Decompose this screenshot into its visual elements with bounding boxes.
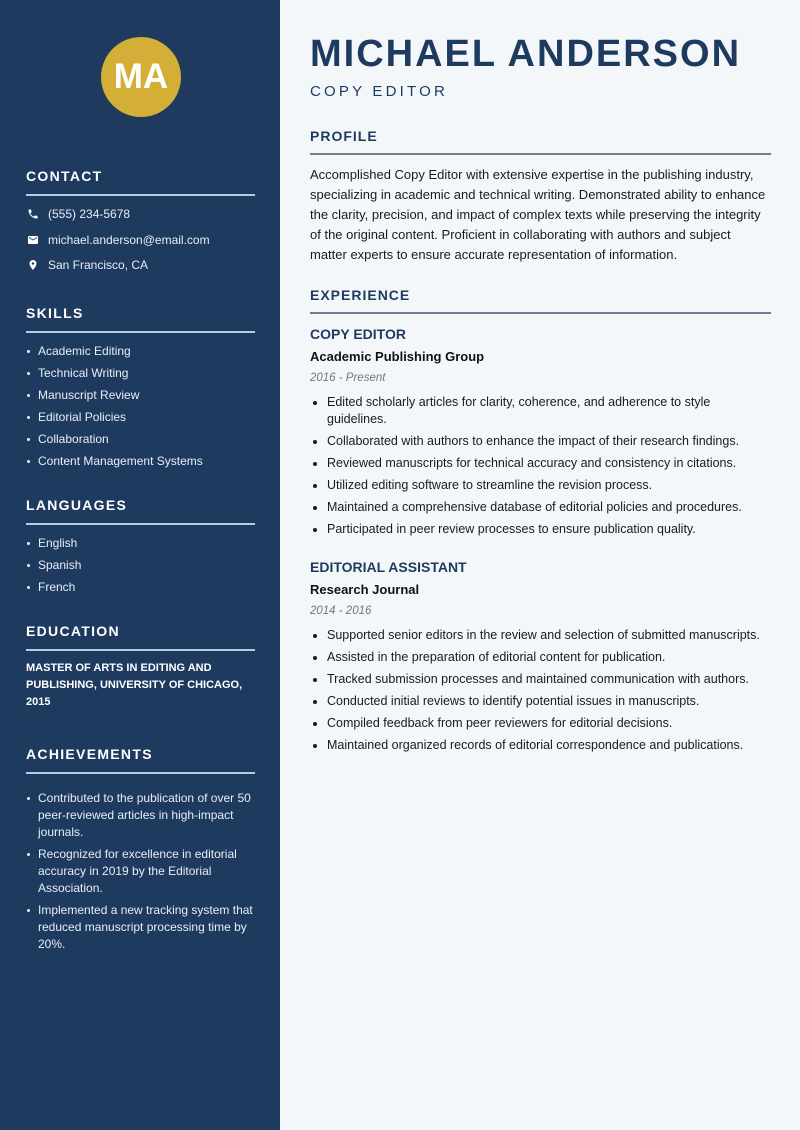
languages-list <box>26 532 255 598</box>
skill-item: Technical Writing <box>26 362 255 384</box>
divider <box>310 153 771 155</box>
divider <box>26 649 255 651</box>
job-bullet: Tracked submission processes and maintained communication with authors. <box>310 671 771 688</box>
section-title-education: EDUCATION <box>26 623 120 639</box>
achievement-item: Recognized for excellence in editorial accuracy in 2019 by the Editorial Association. <box>26 846 255 897</box>
section-title-languages: LANGUAGES <box>26 497 128 513</box>
achievements-list <box>26 790 255 953</box>
job-entry <box>310 559 771 759</box>
divider <box>310 312 771 314</box>
section-title-contact: CONTACT <box>26 168 103 184</box>
skill-item: Manuscript Review <box>26 384 255 406</box>
job-bullet: Conducted initial reviews to identify potential issues in manuscripts. <box>310 693 771 710</box>
contact-email <box>26 227 255 253</box>
job-company: Research Journal <box>310 582 420 597</box>
skills-list <box>26 340 255 472</box>
section-title-experience: EXPERIENCE <box>310 287 411 303</box>
section-title-achievements: ACHIEVEMENTS <box>26 746 153 762</box>
skill-item: Editorial Policies <box>26 406 255 428</box>
education-entry: MASTER OF ARTS IN EDITING AND PUBLISHING, UNIVERSITY OF CHICAGO, 2015 <box>26 661 243 708</box>
job-bullet: Compiled feedback from peer reviewers for editorial decisions. <box>310 715 771 732</box>
job-bullets <box>310 627 771 754</box>
divider <box>26 194 255 196</box>
location-pin-icon <box>26 258 40 272</box>
education-section <box>26 623 255 711</box>
job-bullet: Maintained a comprehensive database of editorial policies and procedures. <box>310 499 771 516</box>
language-item: English <box>26 532 255 554</box>
job-dates: 2016 - Present <box>310 372 386 384</box>
section-title-skills: SKILLS <box>26 305 84 321</box>
job-bullet: Participated in peer review processes to ensure publication quality. <box>310 521 771 538</box>
skill-item: Collaboration <box>26 428 255 450</box>
avatar <box>101 37 181 117</box>
job-bullet: Supported senior editors in the review and selection of submitted manuscripts. <box>310 627 771 644</box>
languages-section <box>26 497 255 598</box>
location-text: San Francisco, CA <box>48 258 149 273</box>
job-bullet: Reviewed manuscripts for technical accuracy and consistency in citations. <box>310 455 771 472</box>
job-bullet: Utilized editing software to streamline the revision process. <box>310 477 771 494</box>
email-address[interactable]: michael.anderson@email.com <box>48 232 210 247</box>
phone-icon <box>26 207 40 221</box>
job-dates: 2014 - 2016 <box>310 605 372 617</box>
divider <box>26 772 255 774</box>
achievement-item: Contributed to the publication of over 50 peer-reviewed articles in high-impact journals. <box>26 790 255 841</box>
candidate-title: COPY EDITOR <box>310 83 449 100</box>
email-icon <box>26 233 40 247</box>
job-role: EDITORIAL ASSISTANT <box>310 559 467 575</box>
divider <box>26 331 255 333</box>
language-item: Spanish <box>26 554 255 576</box>
contact-location <box>26 253 255 279</box>
skill-item: Academic Editing <box>26 340 255 362</box>
achievement-item: Implemented a new tracking system that reduced manuscript processing time by 20%. <box>26 902 255 953</box>
job-bullet: Maintained organized records of editorial correspondence and publications. <box>310 737 771 754</box>
job-bullets <box>310 394 771 538</box>
language-item: French <box>26 576 255 598</box>
job-entry <box>310 326 771 543</box>
contact-phone <box>26 202 255 228</box>
contact-section <box>26 168 255 278</box>
skill-item: Content Management Systems <box>26 450 255 472</box>
section-title-profile: PROFILE <box>310 128 378 144</box>
divider <box>26 523 255 525</box>
sidebar <box>0 0 280 1130</box>
experience-section <box>310 287 771 314</box>
profile-summary: Accomplished Copy Editor with extensive expertise in the publishing industry, specializing in academic and technical writing. Demonstrated ability to enhance the clarity, precision, and impact of complex texts while preserving the integrity of the original content. Proficient in collaborating with authors and subject matter experts to ensure accurate representation of information. <box>310 166 766 262</box>
job-role: COPY EDITOR <box>310 326 406 342</box>
achievements-section <box>26 746 255 958</box>
job-bullet: Collaborated with authors to enhance the impact of their research findings. <box>310 433 771 450</box>
avatar-initials: MA <box>113 57 169 96</box>
skills-section <box>26 305 255 472</box>
phone-number[interactable]: (555) 234-5678 <box>48 207 131 222</box>
job-bullet: Assisted in the preparation of editorial content for publication. <box>310 649 771 666</box>
job-bullet: Edited scholarly articles for clarity, coherence, and adherence to style guidelines. <box>310 394 771 428</box>
job-company: Academic Publishing Group <box>310 349 485 364</box>
candidate-name: MICHAEL ANDERSON <box>310 33 742 75</box>
profile-section <box>310 128 771 265</box>
